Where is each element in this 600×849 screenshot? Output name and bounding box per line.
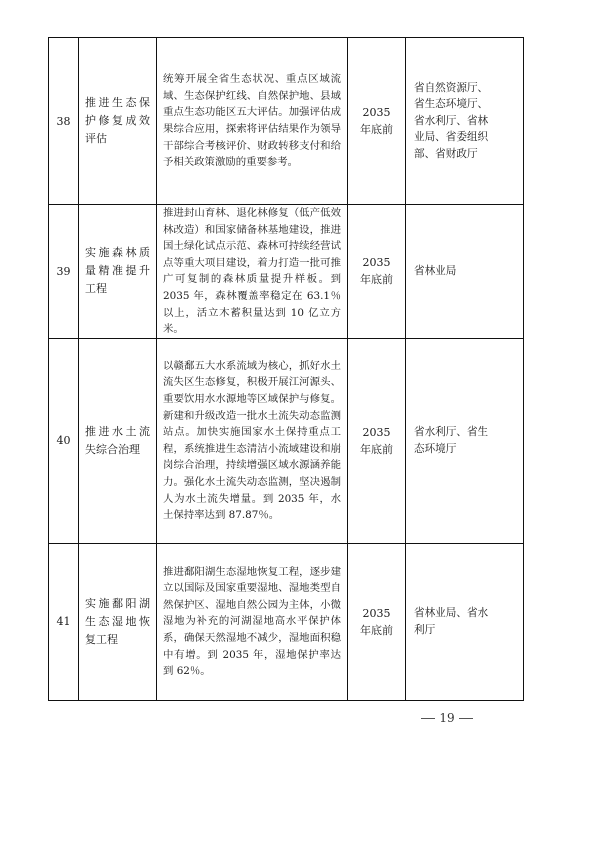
departments-text: 省林业局 — [414, 265, 457, 278]
task-content: 推进封山育林、退化林修复（低产低效林改造）和国家储备林基地建设，推进国土绿化试点示范、森林可持续经营试点等重大项目建设，着力打造一批可推广可复制的森林质量提升样板。到 2035 年，森林覆盖率稳定在 63.1％以上，活立木蓄积量达到 10 亿立方米。 — [157, 205, 348, 339]
responsible-departments — [406, 338, 524, 543]
deadline-text: 2035 年底前 — [360, 606, 393, 637]
table-row — [49, 543, 524, 700]
deadline — [348, 543, 406, 700]
departments-text: 省自然资源厅、 省生态环境厅、 省水利厅、省林 业局、省委组织 部、省财政厅 — [414, 81, 489, 160]
dash-right — [459, 718, 473, 719]
row-number: 38 — [49, 38, 79, 205]
deadline — [348, 338, 406, 543]
table-row — [49, 205, 524, 339]
departments-text: 省林业局、省水 利厅 — [414, 607, 489, 636]
task-content: 推进鄱阳湖生态湿地恢复工程，逐步建立以国际及国家重要湿地、湿地类型自然保护区、湿地自然公园为主体，小微湿地为补充的河湖湿地高水平保护体系，确保天然湿地不减少，湿地面积稳中有增。到 2035 年，湿地保护率达到 62％。 — [157, 543, 348, 700]
deadline-text: 2035 年底前 — [360, 256, 393, 287]
dash-left — [421, 718, 435, 719]
row-number: 40 — [49, 338, 79, 543]
table-row — [49, 338, 524, 543]
task-name: 推进水土流失综合治理 — [79, 338, 157, 543]
deadline-text: 2035 年底前 — [360, 425, 393, 456]
page-number — [416, 711, 478, 725]
task-content: 以赣鄱五大水系流域为核心，抓好水土流失区生态修复，积极开展江河源头、重要饮用水水源地等区域保护与修复。新建和升级改造一批水土流失动态监测站点。加快实施国家水土保持重点工程，系统推进生态清洁小流域建设和崩岗综合治理，持续增强区域水源涵养能力。强化水土流失动态监测，坚决遏制人为水土流失增量。到 2035 年，水土保持率达到 87.87％。 — [157, 338, 348, 543]
deadline — [348, 38, 406, 205]
departments-text: 省水利厅、省生 态环境厅 — [414, 426, 489, 455]
responsible-departments — [406, 38, 524, 205]
task-content: 统筹开展全省生态状况、重点区域流域、生态保护红线、自然保护地、县域重点生态功能区五大评估。加强评估成果综合应用，探索将评估结果作为领导干部综合考核评价、财政转移支付和给予相关政策激励的重要参考。 — [157, 38, 348, 205]
page-number-text: 19 — [439, 711, 455, 725]
row-number: 41 — [49, 543, 79, 700]
task-name: 实施森林质量精准提升工程 — [79, 205, 157, 339]
responsible-departments — [406, 543, 524, 700]
tasks-table — [48, 37, 524, 701]
row-number: 39 — [49, 205, 79, 339]
table-row — [49, 38, 524, 205]
deadline-text: 2035 年底前 — [360, 106, 393, 136]
responsible-departments — [406, 205, 524, 339]
task-name: 实施鄱阳湖生态湿地恢复工程 — [79, 543, 157, 700]
task-name: 推进生态保护修复成效评估 — [79, 38, 157, 205]
deadline — [348, 205, 406, 339]
